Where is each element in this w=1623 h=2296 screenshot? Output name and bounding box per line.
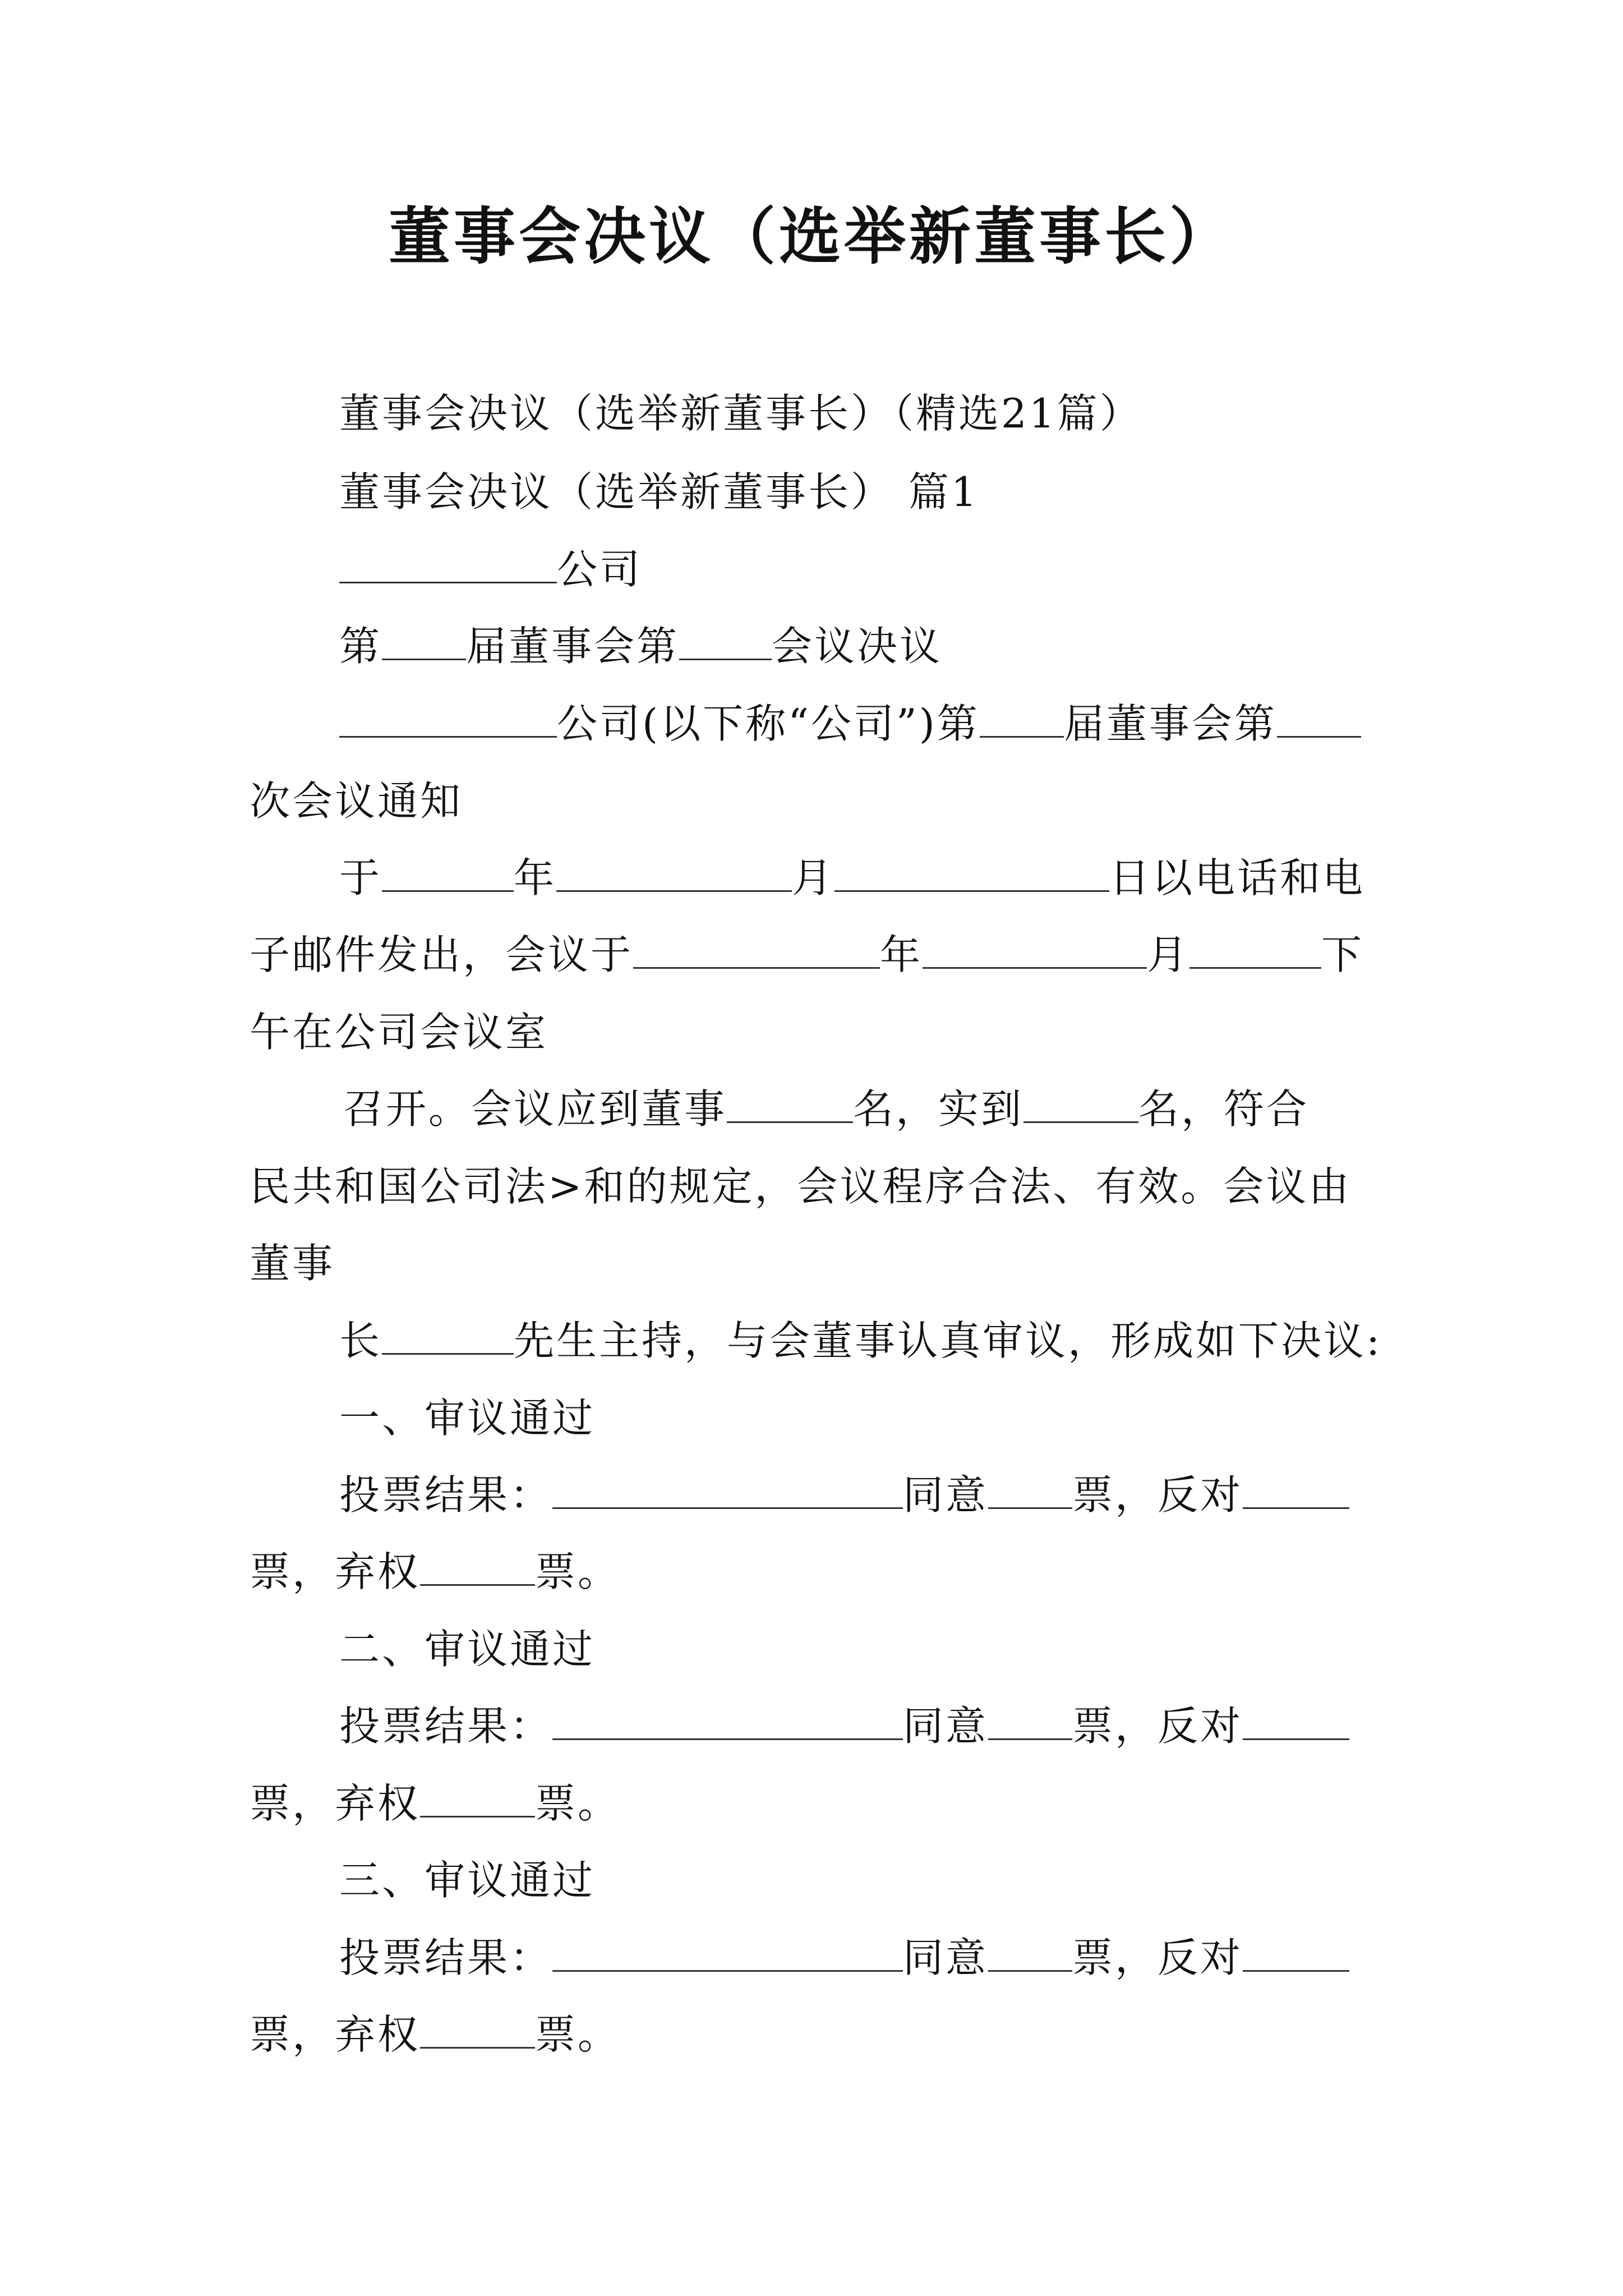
notice-line-1: 公司(以下称“公司”)第 届董事会第 bbox=[339, 696, 1361, 752]
resolution-3-heading: 三、审议通过 bbox=[339, 1857, 596, 1904]
blank-agree-1 bbox=[988, 1474, 1072, 1509]
attendance-line: 召开。会议应到董事 名，实到 名，符合 bbox=[343, 1085, 1310, 1133]
blank-abstain-2 bbox=[420, 1782, 535, 1818]
resolution-2-vote: 投票结果： 同意 票，反对 bbox=[339, 1698, 1349, 1754]
resolution-3-abstain: 票，弃权 票。 bbox=[250, 2011, 621, 2058]
doc-subtitle: 董事会决议（选举新董事长）（精选21篇） bbox=[339, 390, 1142, 437]
blank-day-1 bbox=[834, 857, 1109, 892]
blank-abstain-3 bbox=[420, 2013, 535, 2049]
blank-oppose-2 bbox=[1243, 1705, 1349, 1740]
resolution-3-vote: 投票结果： 同意 票，反对 bbox=[339, 1930, 1349, 1986]
date-line-1: 于 年 月 日以电话和电 bbox=[339, 854, 1366, 901]
document-title: 董事会决议（选举新董事长） bbox=[389, 200, 1234, 273]
blank-month-2 bbox=[923, 933, 1147, 969]
blank-directors-due bbox=[727, 1088, 853, 1123]
chair-line-1: 董事 bbox=[250, 1240, 335, 1287]
blank-agree-2 bbox=[988, 1705, 1072, 1740]
resolution-2-heading: 二、审议通过 bbox=[339, 1626, 596, 1673]
blank-abstain-1 bbox=[420, 1550, 535, 1586]
blank-chair-name bbox=[382, 1319, 514, 1355]
location-line: 午在公司会议室 bbox=[250, 1009, 548, 1056]
blank-company-2 bbox=[339, 702, 557, 738]
blank-vote-result-3 bbox=[552, 1936, 903, 1972]
date-line-2: 子邮件发出，会议于 年 月 下 bbox=[250, 931, 1364, 978]
chair-line-2: 长 先生主持，与会董事认真审议，形成如下决议: bbox=[339, 1317, 1382, 1364]
blank-oppose-1 bbox=[1243, 1474, 1349, 1509]
notice-line-2: 次会议通知 bbox=[250, 777, 463, 825]
blank-company bbox=[339, 548, 557, 583]
meeting-number-line: 第 届董事会第 会议决议 bbox=[339, 623, 943, 670]
resolution-2-abstain: 票，弃权 票。 bbox=[250, 1780, 621, 1827]
blank-agree-3 bbox=[988, 1936, 1072, 1972]
blank-session bbox=[679, 625, 772, 660]
blank-year-1 bbox=[382, 857, 514, 892]
blank-month-1 bbox=[556, 857, 792, 892]
blank-oppose-3 bbox=[1243, 1936, 1349, 1972]
blank-term bbox=[382, 625, 466, 660]
resolution-1-heading: 一、审议通过 bbox=[339, 1395, 596, 1442]
legal-basis-line: 民共和国公司法>和的规定，会议程序合法、有效。会议由 bbox=[250, 1163, 1352, 1210]
blank-term-2 bbox=[980, 702, 1064, 738]
blank-directors-present bbox=[1023, 1088, 1138, 1123]
resolution-1-abstain: 票，弃权 票。 bbox=[250, 1548, 621, 1595]
blank-day-2 bbox=[1189, 933, 1321, 969]
blank-year-2 bbox=[633, 933, 880, 969]
doc-section-heading: 董事会决议（选举新董事长） 篇1 bbox=[339, 468, 979, 516]
blank-vote-result-1 bbox=[552, 1474, 903, 1509]
resolution-1-vote: 投票结果： 同意 票，反对 bbox=[339, 1467, 1349, 1523]
blank-session-2 bbox=[1277, 702, 1361, 738]
company-line: 公司 bbox=[339, 541, 642, 597]
blank-vote-result-2 bbox=[552, 1705, 903, 1740]
